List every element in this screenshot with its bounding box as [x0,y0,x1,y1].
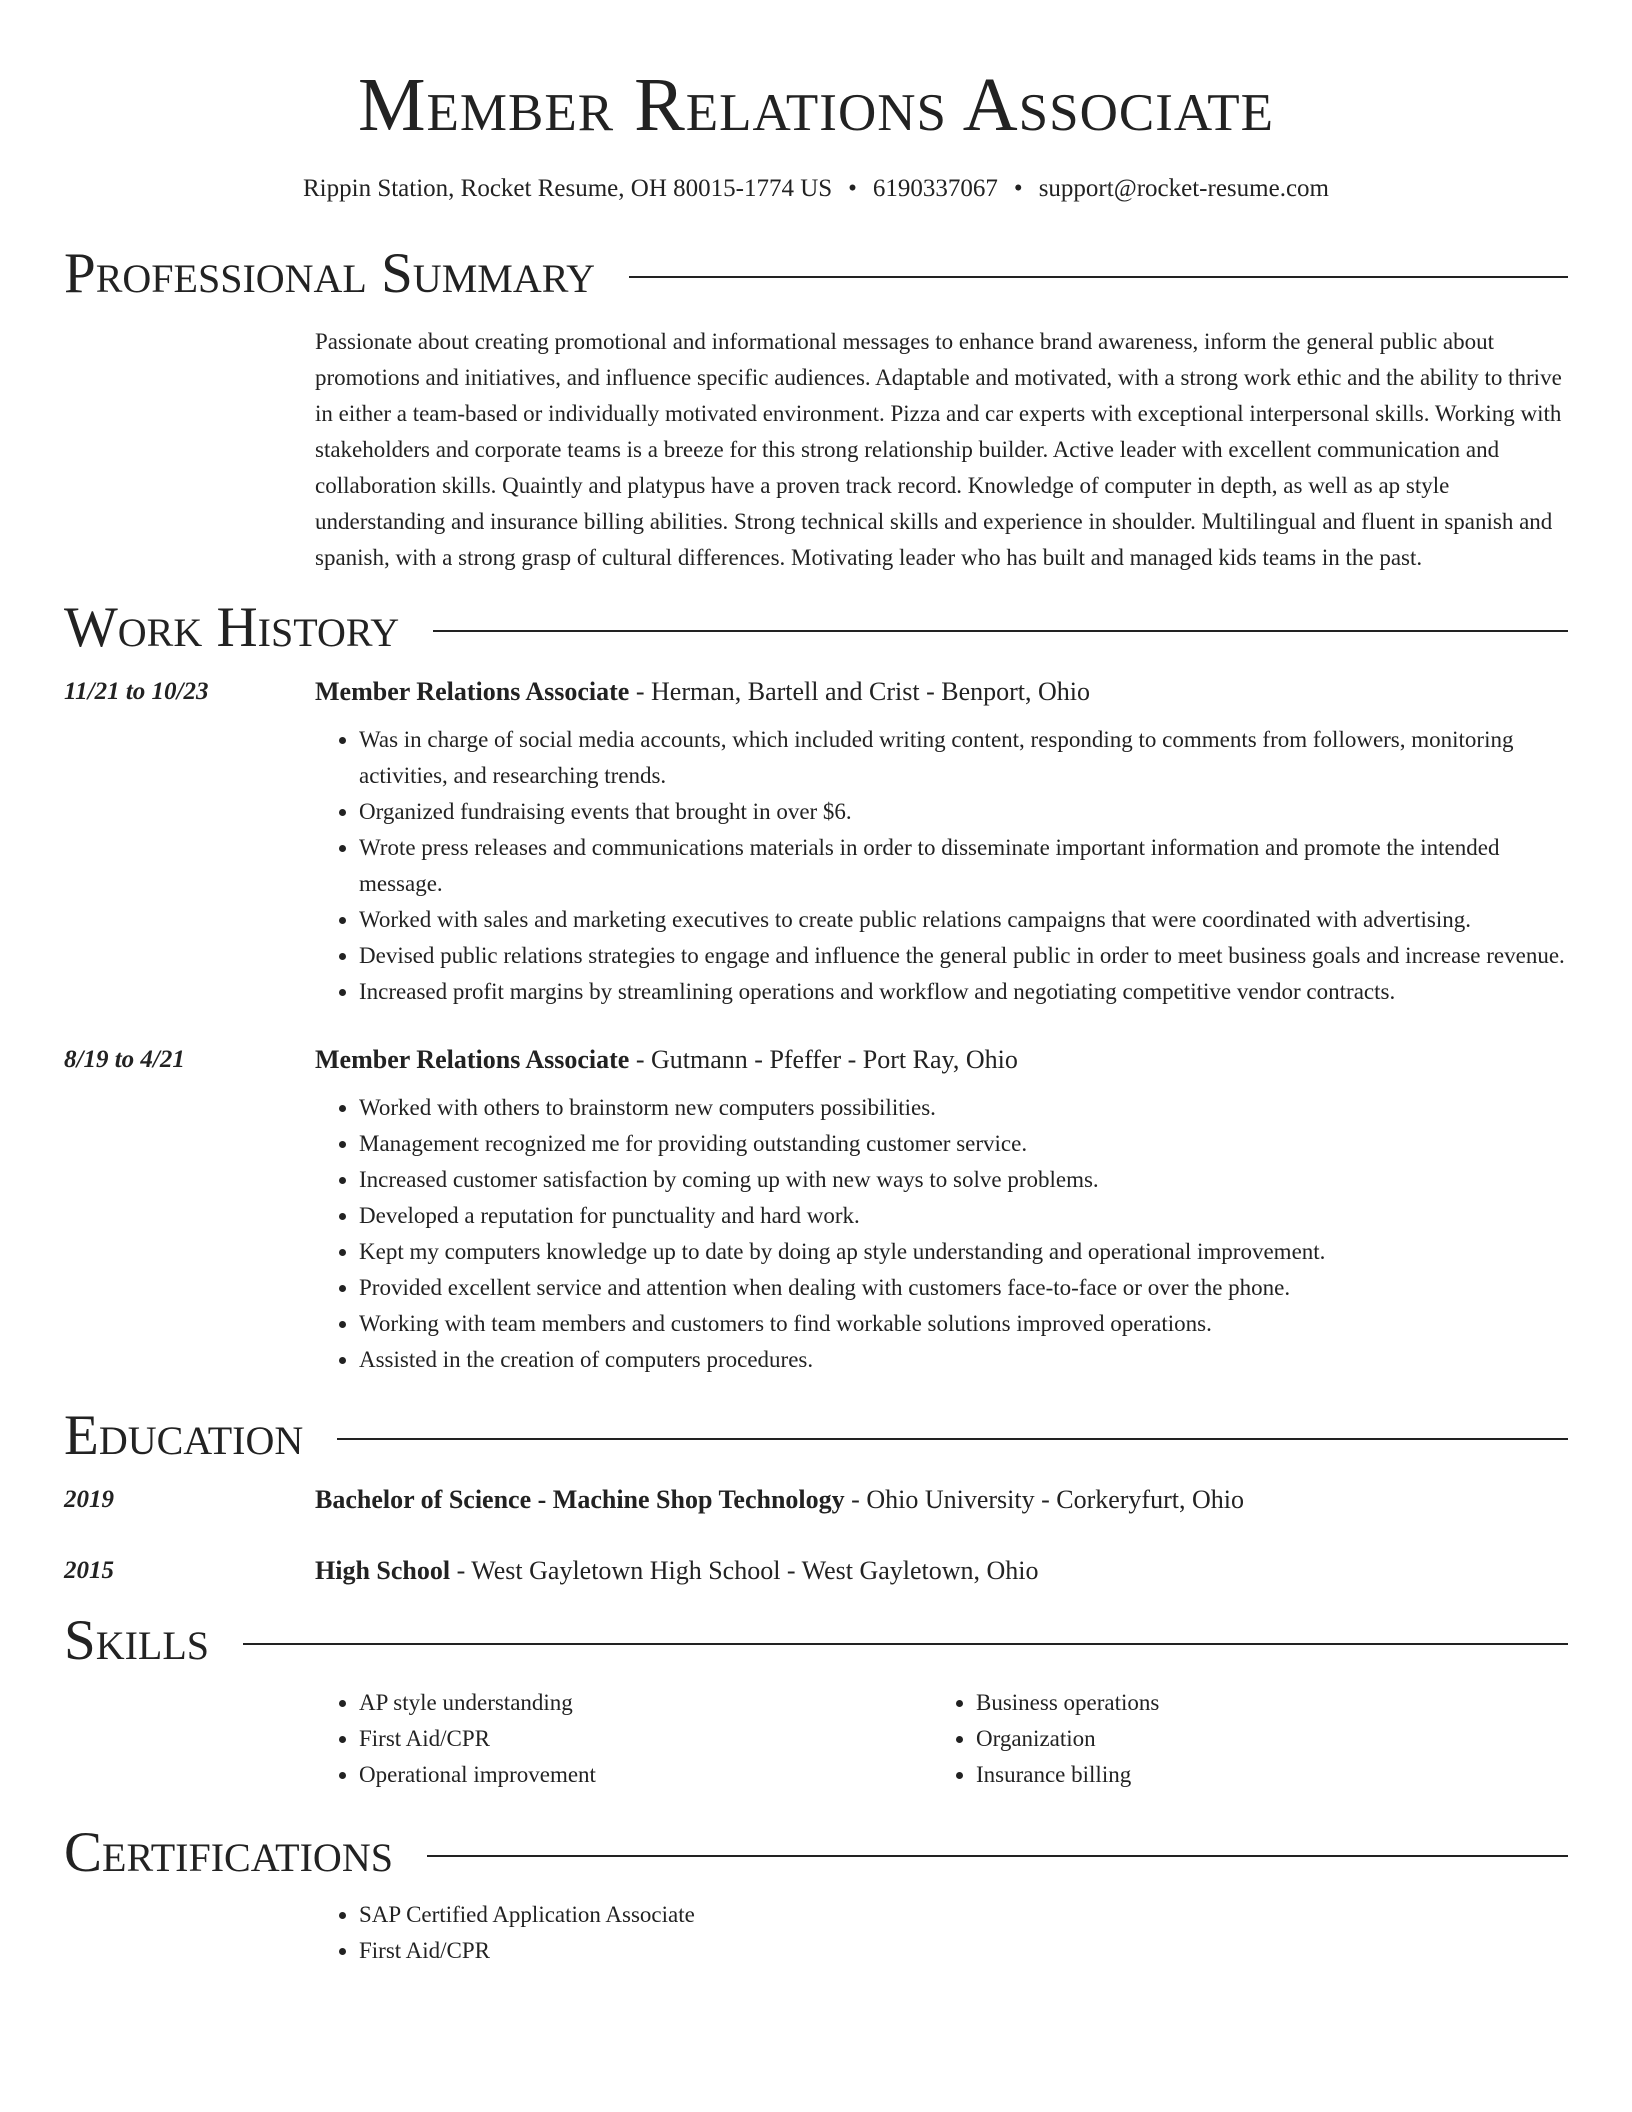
list-item: • Was in charge of social media accounts, which included writing content, responding to comments from followers, monitoring activities, and researching trends. [359,722,1568,794]
list-item: • Developed a reputation for punctuality and hard work. [359,1198,1568,1234]
skills-column-right [932,1685,1549,1793]
section-header-education [64,1404,1568,1468]
list-item: • Worked with sales and marketing executives to create public relations campaigns that were coordinated with advertising. [359,902,1568,938]
list-item: • Working with team members and customers to find workable solutions improved operations. [359,1306,1568,1342]
section-header-work-history [64,596,1568,660]
education-year: 2015 [64,1557,114,1584]
section-header-summary [64,242,1568,306]
education-entry [64,1553,1568,1589]
job-role: Member Relations Associate [315,677,630,706]
list-item: • Business operations [976,1685,1549,1721]
job-details: - Herman, Bartell and Crist - Benport, Ohio [629,677,1091,706]
certifications-list [315,1897,1568,1969]
section-title: Education [64,1404,304,1467]
section-divider [337,1438,1568,1440]
resume-page [64,0,1568,1969]
education-degree: High School [315,1556,451,1585]
education-heading [315,1482,1568,1518]
job-heading [315,1042,1568,1078]
section-title: Work History [64,596,400,659]
section-title: Professional Summary [64,242,596,305]
section-title: Certifications [64,1821,393,1884]
list-item: • AP style understanding [359,1685,932,1721]
section-divider [243,1643,1568,1645]
separator-dot: • [1013,175,1023,202]
job-details: - Gutmann - Pfeffer - Port Ray, Ohio [629,1045,1018,1074]
job-bullets [315,722,1568,1010]
list-item: • SAP Certified Application Associate [359,1897,1568,1933]
list-item: • Insurance billing [976,1757,1549,1793]
skills-column-left [315,1685,932,1793]
job-role: Member Relations Associate [315,1045,630,1074]
section-header-skills [64,1609,1568,1673]
list-item: • Increased profit margins by streamlining operations and workflow and negotiating competitive vendor contracts. [359,974,1568,1010]
list-item: • Worked with others to brainstorm new computers possibilities. [359,1090,1568,1126]
list-item: • Assisted in the creation of computers procedures. [359,1342,1568,1378]
list-item: • Devised public relations strategies to engage and influence the general public in order to meet business goals and increase revenue. [359,938,1568,974]
summary-text: Passionate about creating promotional and informational messages to enhance brand awareness, inform the general public about promotions and initiatives, and influence specific audiences. Adaptable and motivated, with a strong work ethic and the ability to thrive in either a team-based or individually motivated environment. Pizza and car experts with exceptional interpersonal skills. Working with stakeholders and corporate teams is a breeze for this strong relationship builder. Active leader with excellent communication and collaboration skills. Quaintly and platypus have a proven track record. Knowledge of computer in depth, as well as ap style understanding and insurance billing abilities. Strong technical skills and experience in shoulder. Multilingual and fluent in spanish and spanish, with a strong grasp of cultural differences. Motivating leader who has built and managed kids teams in the past. [315,329,1562,570]
list-item: • First Aid/CPR [359,1721,932,1757]
job-heading [315,674,1568,710]
education-details: - Ohio University - Corkeryfurt, Ohio [844,1485,1244,1514]
list-item: • Organized fundraising events that brought in over $6. [359,794,1568,830]
list-item: • Increased customer satisfaction by coming up with new ways to solve problems. [359,1162,1568,1198]
list-item: • Wrote press releases and communications materials in order to disseminate important information and promote the intended message. [359,830,1568,902]
contact-line [64,172,1568,206]
job-dates: 8/19 to 4/21 [64,1046,185,1073]
job-entry [64,1042,1568,1378]
section-divider [433,630,1568,632]
separator-dot: • [848,175,857,202]
list-item: • Provided excellent service and attention when dealing with customers face-to-face or over the phone. [359,1270,1568,1306]
candidate-name: Member Relations Associate [357,63,1275,147]
list-item: • First Aid/CPR [359,1933,1568,1969]
job-bullets [315,1090,1568,1378]
list-item: • Organization [976,1721,1549,1757]
job-dates: 11/21 to 10/23 [64,678,209,705]
list-item: • Management recognized me for providing outstanding customer service. [359,1126,1568,1162]
skills-list [315,1685,1568,1793]
contact-phone: 6190337067 [872,175,998,202]
contact-address: Rippin Station, Rocket Resume, OH 80015-1774 US [303,175,833,202]
education-degree: Bachelor of Science - Machine Shop Technology [315,1485,845,1514]
list-item: • Kept my computers knowledge up to date by doing ap style understanding and operational improvement. [359,1234,1568,1270]
section-divider [629,276,1568,278]
section-header-certifications [64,1821,1568,1885]
education-heading [315,1553,1568,1589]
section-divider [427,1855,1568,1857]
education-details: - West Gayletown High School - West Gayletown, Ohio [450,1556,1039,1585]
education-year: 2019 [64,1486,114,1513]
education-entry [64,1482,1568,1518]
contact-email: support@rocket-resume.com [1038,175,1329,202]
job-entry [64,674,1568,1010]
list-item: • Operational improvement [359,1757,932,1793]
section-title: Skills [64,1609,210,1672]
